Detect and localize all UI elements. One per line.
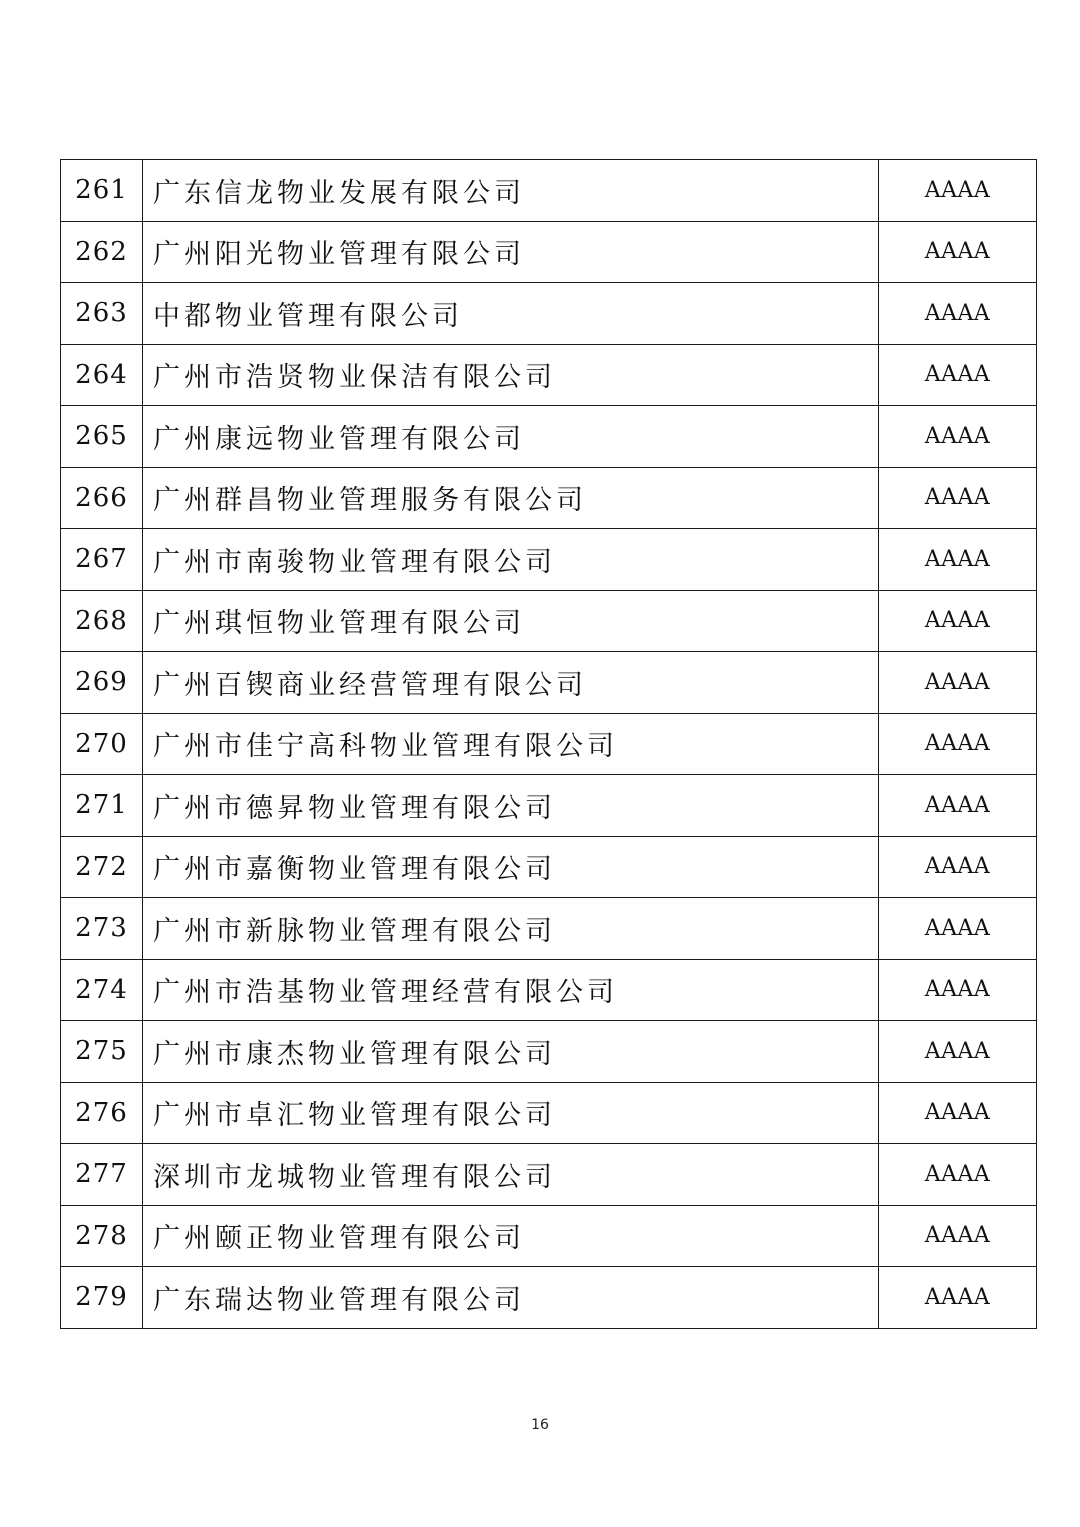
- company-name: 广州颐正物业管理有限公司: [143, 1205, 879, 1267]
- row-number: 262: [61, 221, 143, 283]
- company-name: 广州市卓汇物业管理有限公司: [143, 1082, 879, 1144]
- rating-grade: AAAA: [879, 1082, 1037, 1144]
- table-row: [61, 898, 1037, 960]
- rating-grade: AAAA: [879, 467, 1037, 529]
- company-name: 中都物业管理有限公司: [143, 283, 879, 345]
- table-row: [61, 160, 1037, 222]
- rating-grade: AAAA: [879, 529, 1037, 591]
- rating-grade: AAAA: [879, 221, 1037, 283]
- rating-grade: AAAA: [879, 713, 1037, 775]
- row-number: 278: [61, 1205, 143, 1267]
- row-number: 269: [61, 652, 143, 714]
- company-name: 广东瑞达物业管理有限公司: [143, 1267, 879, 1329]
- table-row: [61, 1021, 1037, 1083]
- rating-grade: AAAA: [879, 283, 1037, 345]
- rating-grade: AAAA: [879, 590, 1037, 652]
- company-name: 深圳市龙城物业管理有限公司: [143, 1144, 879, 1206]
- table-row: [61, 1267, 1037, 1329]
- rating-grade: AAAA: [879, 1144, 1037, 1206]
- table-row: [61, 221, 1037, 283]
- company-rating-table: [60, 159, 1037, 1329]
- table-row: [61, 406, 1037, 468]
- table-row: [61, 836, 1037, 898]
- rating-grade: AAAA: [879, 406, 1037, 468]
- row-number: 273: [61, 898, 143, 960]
- row-number: 277: [61, 1144, 143, 1206]
- row-number: 266: [61, 467, 143, 529]
- row-number: 270: [61, 713, 143, 775]
- row-number: 274: [61, 959, 143, 1021]
- row-number: 279: [61, 1267, 143, 1329]
- table-row: [61, 959, 1037, 1021]
- company-name: 广州市南骏物业管理有限公司: [143, 529, 879, 591]
- table-row: [61, 344, 1037, 406]
- company-name: 广州市康杰物业管理有限公司: [143, 1021, 879, 1083]
- rating-grade: AAAA: [879, 1021, 1037, 1083]
- rating-grade: AAAA: [879, 836, 1037, 898]
- company-name: 广州阳光物业管理有限公司: [143, 221, 879, 283]
- company-name: 广州市德昇物业管理有限公司: [143, 775, 879, 837]
- rating-grade: AAAA: [879, 652, 1037, 714]
- row-number: 263: [61, 283, 143, 345]
- row-number: 267: [61, 529, 143, 591]
- rating-grade: AAAA: [879, 160, 1037, 222]
- table-body: [61, 160, 1037, 1329]
- table-row: [61, 1144, 1037, 1206]
- company-name: 广州百锲商业经营管理有限公司: [143, 652, 879, 714]
- table-row: [61, 652, 1037, 714]
- row-number: 268: [61, 590, 143, 652]
- row-number: 264: [61, 344, 143, 406]
- table-row: [61, 1082, 1037, 1144]
- rating-grade: AAAA: [879, 959, 1037, 1021]
- rating-grade: AAAA: [879, 775, 1037, 837]
- company-name: 广州群昌物业管理服务有限公司: [143, 467, 879, 529]
- table-row: [61, 283, 1037, 345]
- rating-grade: AAAA: [879, 1205, 1037, 1267]
- company-name: 广州市佳宁高科物业管理有限公司: [143, 713, 879, 775]
- table-row: [61, 590, 1037, 652]
- page-number: 16: [531, 1417, 549, 1433]
- row-number: 272: [61, 836, 143, 898]
- rating-grade: AAAA: [879, 1267, 1037, 1329]
- company-name: 广州琪恒物业管理有限公司: [143, 590, 879, 652]
- table-row: [61, 467, 1037, 529]
- row-number: 261: [61, 160, 143, 222]
- company-name: 广州康远物业管理有限公司: [143, 406, 879, 468]
- table-row: [61, 1205, 1037, 1267]
- company-name: 广州市浩基物业管理经营有限公司: [143, 959, 879, 1021]
- row-number: 271: [61, 775, 143, 837]
- table-row: [61, 775, 1037, 837]
- row-number: 275: [61, 1021, 143, 1083]
- table-row: [61, 713, 1037, 775]
- company-name: 广州市浩贤物业保洁有限公司: [143, 344, 879, 406]
- rating-grade: AAAA: [879, 344, 1037, 406]
- row-number: 276: [61, 1082, 143, 1144]
- company-name: 广东信龙物业发展有限公司: [143, 160, 879, 222]
- company-name: 广州市嘉衡物业管理有限公司: [143, 836, 879, 898]
- table-row: [61, 529, 1037, 591]
- row-number: 265: [61, 406, 143, 468]
- company-name: 广州市新脉物业管理有限公司: [143, 898, 879, 960]
- rating-grade: AAAA: [879, 898, 1037, 960]
